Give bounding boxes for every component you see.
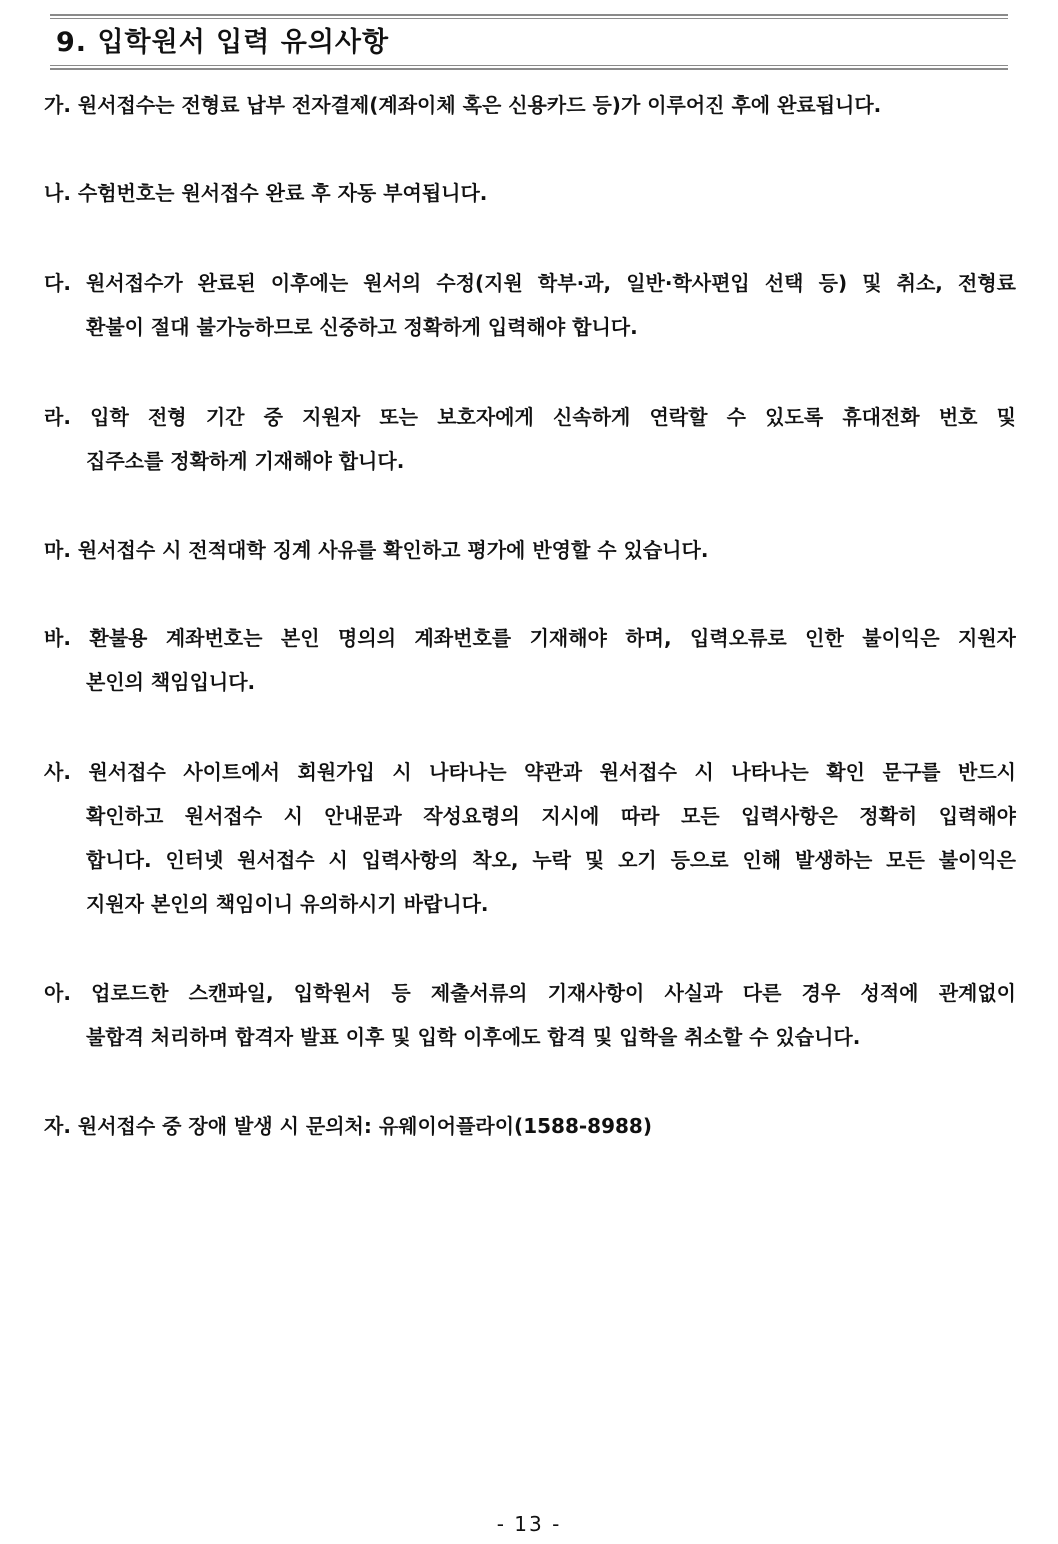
notice-item-da: [44, 268, 1016, 356]
section-title: 9. 입학원서 입력 유의사항: [56, 27, 390, 58]
notice-line: 환불이 절대 불가능하므로 신중하고 정확하게 입력해야 합니다.: [86, 315, 638, 339]
notice-line: 사. 원서접수 사이트에서 회원가입 시 나타나는 약관과 원서접수 시 나타나는 확인 문구를 반드시: [44, 760, 1016, 784]
notice-line: 나. 수험번호는 원서접수 완료 후 자동 부여됩니다.: [44, 181, 488, 205]
title-bottom-rule-thin: [50, 65, 1008, 66]
title-top-rule-thin: [50, 18, 1008, 19]
notice-line: 확인하고 원서접수 시 안내문과 작성요령의 지시에 따라 모든 입력사항은 정확히 입력해야: [86, 804, 1016, 828]
notice-line: 지원자 본인의 책임이니 유의하시기 바랍니다.: [86, 892, 489, 916]
notice-item-a: [44, 978, 1016, 1066]
notice-item-sa: [44, 757, 1016, 933]
notice-line: 자. 원서접수 중 장애 발생 시 문의처: 유웨이어플라이(1588-8988): [44, 1114, 652, 1138]
title-top-rule: [50, 14, 1008, 16]
notice-line: 아. 업로드한 스캔파일, 입학원서 등 제출서류의 기재사항이 사실과 다른 경우 성적에 관계없이: [44, 981, 1016, 1005]
notice-item-na: [44, 178, 1016, 222]
notice-item-ga: [44, 90, 1016, 134]
notice-line: 집주소를 정확하게 기재해야 합니다.: [86, 449, 405, 473]
notice-line: 불합격 처리하며 합격자 발표 이후 및 입학 이후에도 합격 및 입학을 취소할 수 있습니다.: [86, 1025, 861, 1049]
notice-item-ja: [44, 1111, 1016, 1155]
notice-item-ra: [44, 402, 1016, 490]
notice-line: 다. 원서접수가 완료된 이후에는 원서의 수정(지원 학부·과, 일반·학사편입 선택 등) 및 취소, 전형료: [44, 271, 1016, 295]
notice-line: 마. 원서접수 시 전적대학 징계 사유를 확인하고 평가에 반영할 수 있습니다.: [44, 538, 709, 562]
title-bottom-rule: [50, 68, 1008, 70]
notice-line: 라. 입학 전형 기간 중 지원자 또는 보호자에게 신속하게 연락할 수 있도록 휴대전화 번호 및: [44, 405, 1016, 429]
notice-line: 합니다. 인터넷 원서접수 시 입력사항의 착오, 누락 및 오기 등으로 인해 발생하는 모든 불이익은: [86, 848, 1016, 872]
page-number: - 13 -: [496, 1512, 562, 1536]
notice-line: 가. 원서접수는 전형료 납부 전자결제(계좌이체 혹은 신용카드 등)가 이루어진 후에 완료됩니다.: [44, 93, 882, 117]
notice-line: 본인의 책임입니다.: [86, 670, 256, 694]
notice-item-ma: [44, 535, 1016, 579]
notice-item-ba: [44, 623, 1016, 711]
notice-line: 바. 환불용 계좌번호는 본인 명의의 계좌번호를 기재해야 하며, 입력오류로 인한 불이익은 지원자: [44, 626, 1016, 650]
